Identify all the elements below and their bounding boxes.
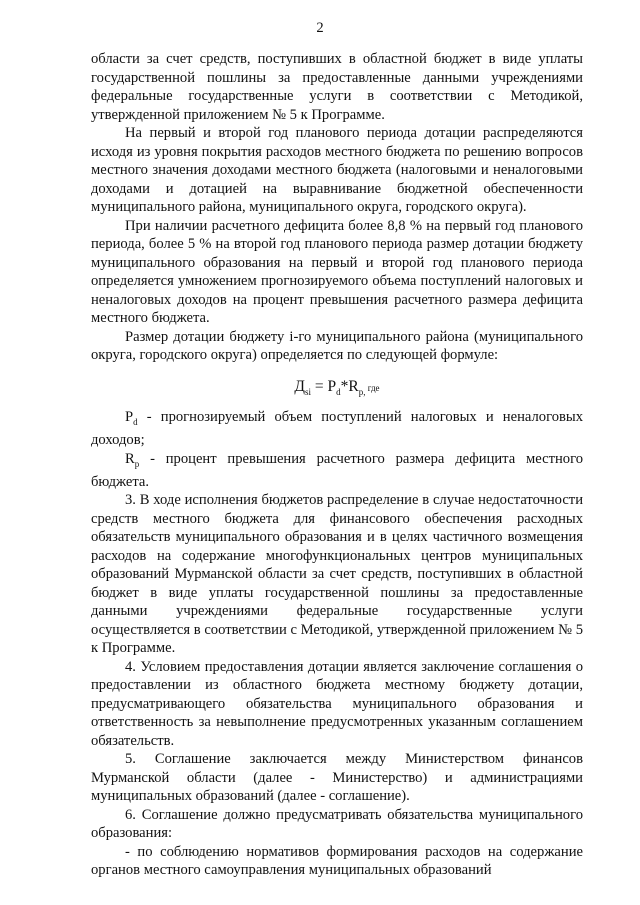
formula-eq: = P <box>311 377 337 395</box>
paragraph-continuation: области за счет средств, поступивших в областной бюджет в виде уплаты государственной пошлины за предоставленные данными учреждениями федеральные государственные услуги в соответствии с Методикой, утвержденной приложением № 5 к Программе. <box>91 51 583 123</box>
document-body <box>91 50 583 880</box>
paragraph-formula-intro: Размер дотации бюджету i-го муниципального района (муниципального округа, городского округа) определяется по следующей формуле: <box>91 328 583 363</box>
paragraph-deficit: При наличии расчетного дефицита более 8,8 % на первый год планового периода, более 5 % на второй год планового периода размер дотации бюджету муниципального образования на первый и второй год планового периода определяется умножением прогнозируемого объема поступлений налоговых и неналоговых доходов на процент превышения расчетного размера дефицита местного бюджета. <box>91 217 583 326</box>
symbol-p-sub: d <box>133 416 138 427</box>
definition-pd-text: - прогнозируемый объем поступлений налоговых и неналоговых доходов; <box>91 408 583 448</box>
paragraph-4: 4. Условием предоставления дотации является заключение соглашения о предоставлении из областного бюджета местному бюджету дотации, предусматривающего обязательства муниципального образования и ответственность за невыполнение предусмотренных указанным соглашением обязательств. <box>91 658 583 749</box>
formula-d-sub: si <box>305 386 312 397</box>
formula-gde: где <box>365 382 380 393</box>
paragraph-planning-period: На первый и второй год планового периода дотации распределяются исходя из уровня покрытия расходов местного бюджета по решению вопросов местного значения доходами местного бюджета (налоговыми и неналоговыми доходами и дотацией на выравнивание бюджетной обеспеченности муниципального района, муниципального округа, городского округа). <box>91 125 583 215</box>
formula-pd-sub: d <box>336 386 341 397</box>
definition-rp <box>91 450 583 492</box>
paragraph-5: 5. Соглашение заключается между Министерством финансов Мурманской области (далее - Министерство) и администрациями муниципальных образований (далее - соглашение). <box>91 751 583 805</box>
formula-rp-sub: p, <box>358 386 366 397</box>
definition-pd <box>91 408 583 450</box>
page-number: 2 <box>316 20 324 36</box>
paragraph-3: 3. В ходе исполнения бюджетов распределение в случае недостаточности средств местного бюджета для финансового обеспечения расходных обязательств муниципального образования и в целях частичного возмещения расходов на содержание многофункциональных центров муниципальных образований Мурманской области за счет средств, поступивших в областной бюджет в виде уплаты государственной пошлины за предоставленные данными учреждениями федеральные государственные услуги осуществляется в соответствии с Методикой, утвержденной приложением № 5 к Программе. <box>91 492 583 657</box>
symbol-r-sub: p <box>134 458 140 469</box>
symbol-r: R <box>125 450 135 467</box>
paragraph-6: 6. Соглашение должно предусматривать обязательства муниципального образования: <box>91 806 583 842</box>
definition-rp-text: - процент превышения расчетного размера дефицита местного бюджета. <box>91 450 583 490</box>
formula <box>91 377 583 402</box>
formula-d: Д <box>294 377 305 395</box>
paragraph-obligations: - по соблюдению нормативов формирования расходов на содержание органов местного самоуправления муниципальных образований <box>91 843 583 879</box>
formula-mult: *R <box>340 377 359 395</box>
symbol-p: P <box>125 408 134 425</box>
